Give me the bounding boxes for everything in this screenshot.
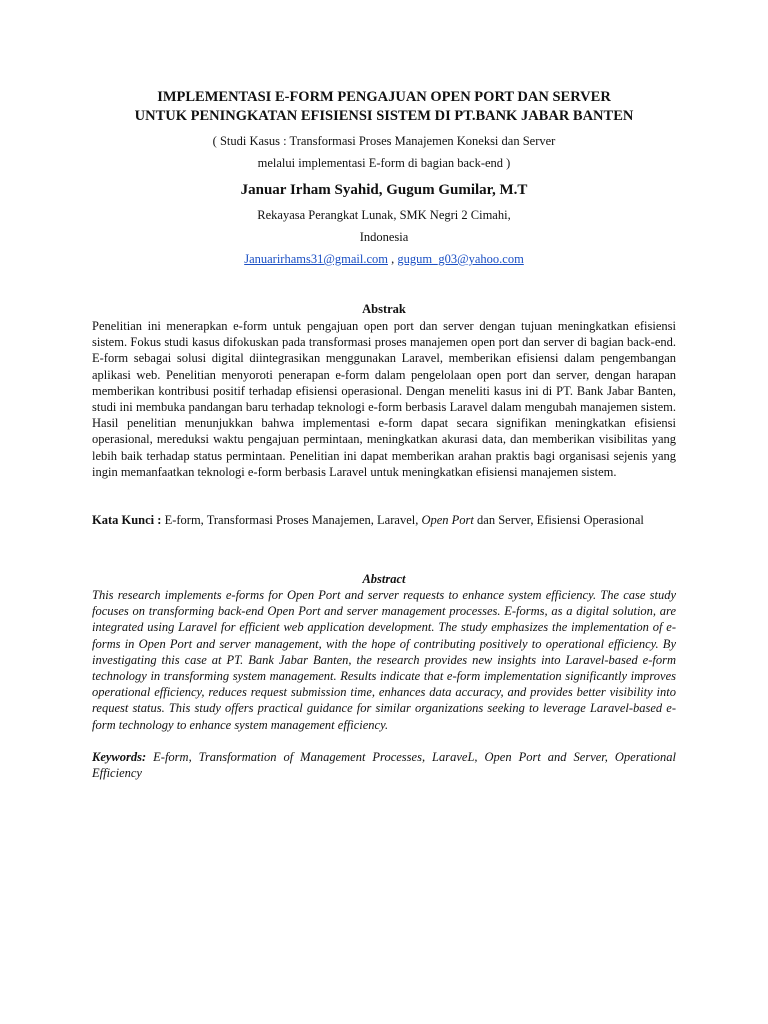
paper-subtitle	[92, 133, 676, 149]
author-emails	[92, 251, 676, 267]
paper-title	[92, 88, 676, 126]
title-line-2: UNTUK PENINGKATAN EFISIENSI SISTEM DI PT.BANK JABAR BANTEN	[134, 108, 634, 124]
kata-kunci-part-2: dan Server, Efisiensi Operasional	[473, 513, 644, 527]
email-separator: ,	[387, 252, 398, 266]
affiliation-line-2: Indonesia	[359, 230, 409, 244]
abstract-body: This research implements e-forms for Open Port and server requests to enhance system efficiency. The case study focuses on transforming back-end Open Port and server management processes. E-forms, as a digital solution, are integrated using Laravel for efficient web application development. The study emphasizes the implementation of e-forms in Open Port and server management, with the hope of contributing positively to operational efficiency. By investigating this case at PT. Bank Jabar Banten, the research provides new insights into Laravel-based e-form technology in transforming system management. Results indicate that e-form implementation significantly improves operational efficiency, reduces request submission time, enhances data accuracy, and provides better visibility into request status. This study offers practical guidance for similar organizations seeking to leverage Laravel-based e-form technology to enhance system management efficiency.	[92, 588, 676, 732]
abstract-heading: Abstract	[362, 572, 406, 586]
affiliation-line-1: Rekayasa Perangkat Lunak, SMK Negri 2 Cimahi,	[257, 208, 511, 222]
keywords-text: E-form, Transformation of Management Processes, LaraveL, Open Port and Server, Operational Efficiency	[92, 750, 676, 781]
keywords-label: Keywords:	[92, 750, 147, 764]
author-names: Januar Irham Syahid, Gugum Gumilar, M.T	[240, 182, 528, 198]
subtitle-line-1: ( Studi Kasus : Transformasi Proses Manajemen Koneksi dan Server	[212, 134, 556, 148]
title-line-1: IMPLEMENTASI E-FORM PENGAJUAN OPEN PORT DAN SERVER	[157, 89, 611, 105]
kata-kunci-label: Kata Kunci :	[92, 513, 162, 527]
email-link-1[interactable]: Januarirhams31@gmail.com	[244, 252, 388, 266]
kata-kunci-part-1: E-form, Transformasi Proses Manajemen, Laravel,	[161, 513, 422, 527]
keywords-line	[92, 749, 676, 781]
email-link-2[interactable]: gugum_g03@yahoo.com	[397, 252, 524, 266]
kata-kunci-italic: Open Port	[421, 513, 474, 527]
paper-subtitle-2	[92, 155, 676, 171]
kata-kunci-line	[92, 512, 676, 528]
abstrak-heading: Abstrak	[362, 302, 406, 316]
abstrak-body: Penelitian ini menerapkan e-form untuk pengajuan open port dan server dengan tujuan meningkatkan efisiensi sistem. Fokus studi kasus difokuskan pada transformasi proses manajemen open port dan server di bagian back-end. E-form sebagai solusi digital diintegrasikan menggunakan Laravel, memberikan efisiensi dalam pengembangan aplikasi web. Penelitian menyoroti penerapan e-form dalam pengelolaan open port dan server, dengan harapan memberikan kontribusi positif terhadap efisiensi operasional. Dengan meneliti kasus ini di PT. Bank Jabar Banten, studi ini membuka pandangan baru terhadap teknologi e-form berbasis Laravel dalam mengubah manajemen sistem. Hasil penelitian menunjukkan bahwa implementasi e-form dapat secara signifikan meningkatkan efisiensi operasional, mereduksi waktu pengajuan permintaan, meningkatkan akurasi data, dan memberikan visibilitas yang lebih baik terhadap status permintaan. Penelitian ini dapat memberikan arahan praktis bagi organisasi sejenis yang ingin memanfaatkan teknologi e-form berbasis Laravel untuk meningkatkan efisiensi manajemen sistem.	[92, 319, 676, 479]
subtitle-line-2: melalui implementasi E-form di bagian back-end )	[257, 156, 511, 170]
